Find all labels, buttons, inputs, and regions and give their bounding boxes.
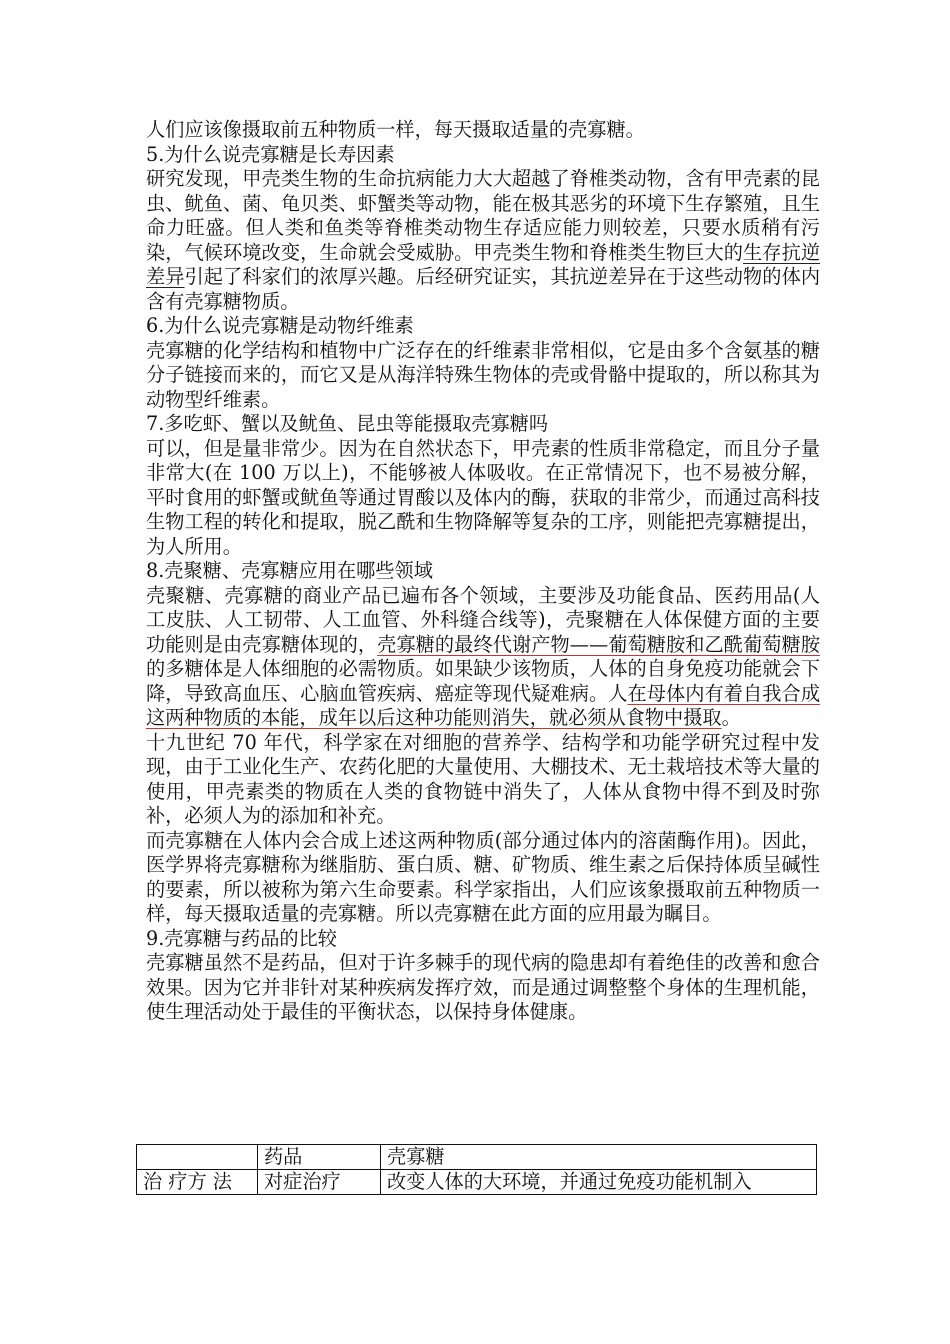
table-cell: 对症治疗 [258, 1170, 381, 1195]
document-body [146, 118, 820, 1025]
table-header-cell: 药品 [258, 1145, 381, 1170]
section-8-heading: 8.壳聚糖、壳寡糖应用在哪些领域 [146, 559, 433, 582]
section-8-text-b: 的多糖体是人体细胞的必需物质。如果缺少该物质，人体的自身免疫功能就会下降，导致高血压、心脑血管疾病、癌症等现代疑难病。人 [146, 657, 820, 705]
section-8-underlined-text-2: 在母体内有着自我合成这两种物质的本能，成年以后这种功能则消失，就必须从食物中摄取 [146, 681, 821, 729]
table-header-cell: 壳寡糖 [381, 1145, 817, 1170]
section-5-text-a: 研究发现，甲壳类生物的生命抗病能力大大超越了脊椎类动物，含有甲壳素的昆虫、鱿鱼、菌、龟贝类、虾蟹类等动物，能在极其恶劣的环境下生存繁殖，且生命力旺盛。但人类和鱼类等脊椎类动物生存适应能力则较差，只要水质稍有污染，气候环境改变，生命就会受威胁。甲壳类生物和脊椎类生物巨大的 [146, 167, 820, 264]
section-8-paragraph-1 [146, 584, 820, 731]
table-header-row [137, 1145, 817, 1170]
intro-paragraph: 人们应该像摄取前五种物质一样，每天摄取适量的壳寡糖。 [146, 118, 645, 141]
section-8-text-c: 。 [721, 706, 741, 729]
table-row [137, 1170, 817, 1195]
section-6-heading: 6.为什么说壳寡糖是动物纤维素 [146, 314, 414, 337]
section-8-underlined-text-1: 壳寡糖的最终代谢产物——葡萄糖胺和乙酰葡萄糖胺 [377, 632, 821, 656]
comparison-table [136, 1144, 817, 1195]
section-5-text-b: 引起了科家们的浓厚兴趣。后经研究证实，其抗逆差异在于这些动物的体内含有壳寡糖物质。 [146, 265, 821, 313]
section-5-heading: 5.为什么说壳寡糖是长寿因素 [146, 142, 395, 166]
section-5-underlined-text: 生存抗逆差异 [146, 240, 821, 288]
section-8-paragraph-3: 而壳寡糖在人体内会合成上述这两种物质(部分通过体内的溶菌酶作用)。因此，医学界将壳寡糖称为继脂肪、蛋白质、糖、矿物质、维生素之后保持体质呈碱性的要素，所以被称为第六生命要素。科学家指出，人们应该象摄取前五种物质一样，每天摄取适量的壳寡糖。所以壳寡糖在此方面的应用最为瞩目。 [146, 828, 820, 925]
section-8-paragraph-2: 十九世纪 70 年代，科学家在对细胞的营养学、结构学和功能学研究过程中发现，由于工业化生产、农药化肥的大量使用、大棚技术、无土栽培技术等大量的使用，甲壳素类的物质在人类的食物链中消失了，人体从食物中得不到及时弥补，必须人为的添加和补充。 [146, 730, 820, 827]
section-5-paragraph [146, 167, 820, 314]
table-header-cell [137, 1145, 258, 1170]
table-cell: 治 疗方 法 [137, 1170, 258, 1195]
section-9-heading: 9.壳寡糖与药品的比较 [146, 926, 337, 950]
section-9-paragraph: 壳寡糖虽然不是药品，但对于许多棘手的现代病的隐患却有着绝佳的改善和愈合效果。因为它并非针对某种疾病发挥疗效，而是通过调整整个身体的生理机能，使生理活动处于最佳的平衡状态，以保持身体健康。 [146, 951, 820, 1023]
section-7-heading: 7.多吃虾、蟹以及鱿鱼、昆虫等能摄取壳寡糖吗 [146, 412, 549, 435]
section-8-text-a: 壳聚糖、壳寡糖的商业产品已遍布各个领域，主要涉及功能食品、医药用品(人工皮肤、人工韧带、人工血管、外科缝合线等)，壳聚糖在人体保健方面的主要功能则是由壳寡糖体现的， [146, 583, 820, 656]
section-7-paragraph: 可以，但是量非常少。因为在自然状态下，甲壳素的性质非常稳定，而且分子量非常大(在 100 万以上)，不能够被人体吸收。在正常情况下，也不易被分解，平时食用的虾蟹或鱿鱼等通过胃酸以及体内的酶，获取的非常少，而通过高科技生物工程的转化和提取，脱乙酰和生物降解等复杂的工序，则能把壳寡糖提出，为人所用。 [146, 436, 820, 558]
section-6-paragraph: 壳寡糖的化学结构和植物中广泛存在的纤维素非常相似，它是由多个含氨基的糖分子链接而来的，而它又是从海洋特殊生物体的壳或骨骼中提取的，所以称其为动物型纤维素。 [146, 338, 820, 411]
table-cell: 改变人体的大环境，并通过免疫功能机制入 [381, 1170, 817, 1195]
